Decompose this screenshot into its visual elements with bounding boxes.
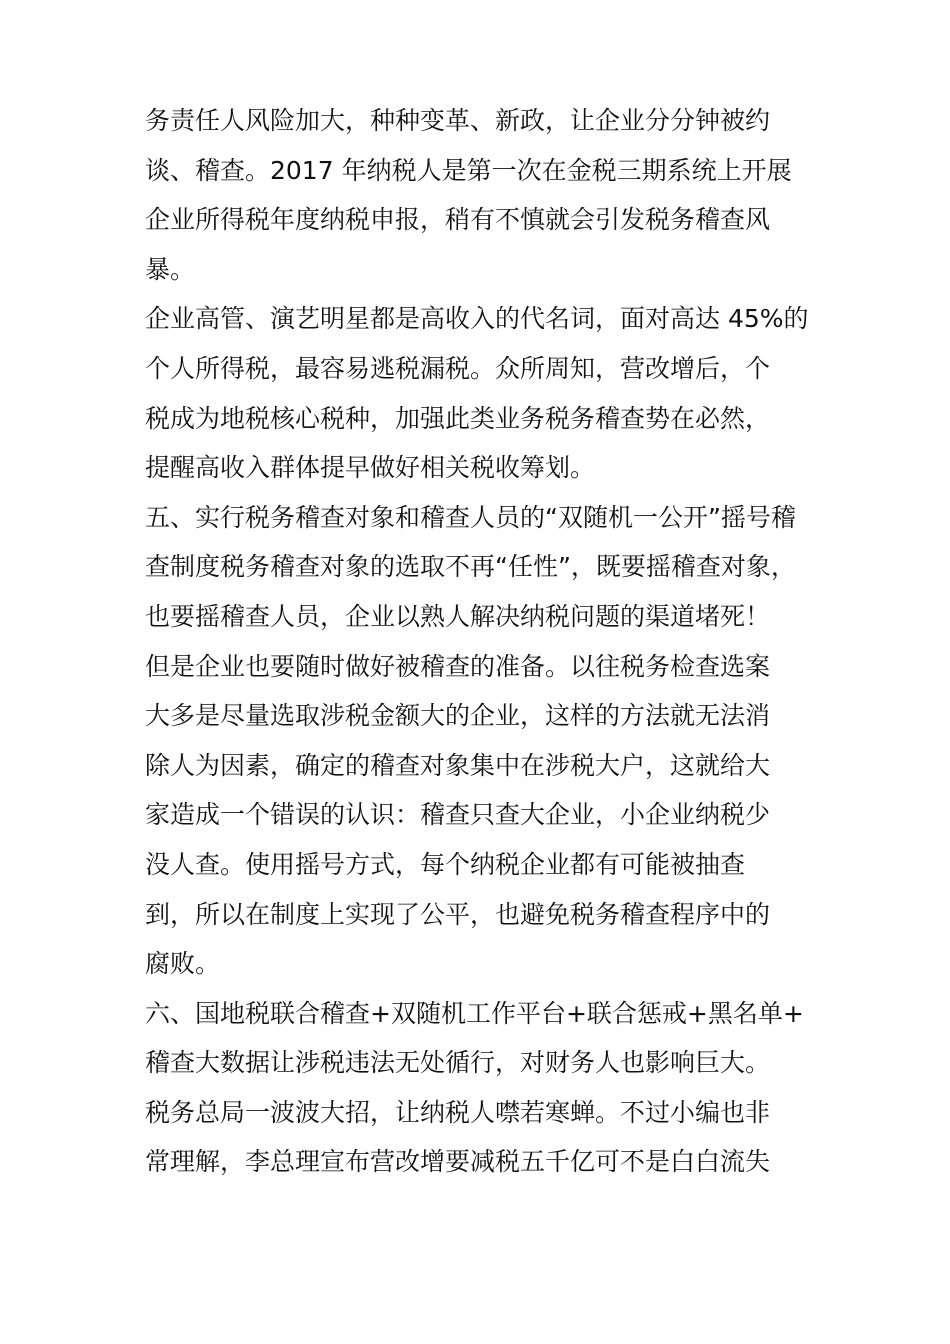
- text-line: 六、国地税联合稽查+双随机工作平台+联合惩戒+黑名单+: [145, 998, 804, 1028]
- text-line: 个人所得税，最容易逃税漏税。众所周知，营改增后，个: [145, 353, 771, 383]
- text-line: 常理解，李总理宣布营改增要减税五千亿可不是白白流失: [145, 1147, 771, 1177]
- text-line: 大多是尽量选取涉税金额大的企业，这样的方法就无法消: [145, 701, 771, 731]
- text-line: 家造成一个错误的认识：稽查只查大企业，小企业纳税少: [145, 800, 771, 830]
- text-line: 没人查。使用摇号方式，每个纳税企业都有可能被抽查: [145, 849, 746, 879]
- text-line: 稽查大数据让涉税违法无处循行，对财务人也影响巨大。: [145, 1048, 771, 1078]
- text-line: 谈、稽查。2017 年纳税人是第一次在金税三期系统上开展: [145, 155, 792, 185]
- text-line: 务责任人风险加大，种种变革、新政，让企业分分钟被约: [145, 106, 771, 135]
- text-line: 税成为地税核心税种，加强此类业务税务稽查势在必然，: [145, 403, 771, 433]
- text-line: 提醒高收入群体提早做好相关税收筹划。: [145, 453, 596, 483]
- document-body: [145, 96, 845, 1187]
- text-line: 也要摇稽查人员，企业以熟人解决纳税问题的渠道堵死！: [145, 601, 771, 631]
- text-line: 企业高管、演艺明星都是高收入的代名词，面对高达 45%的: [145, 304, 809, 334]
- text-line: 到，所以在制度上实现了公平，也避免税务稽查程序中的: [145, 899, 771, 929]
- text-line: 企业所得税年度纳税申报，稍有不慎就会引发税务稽查风: [145, 205, 771, 235]
- text-line: 除人为因素，确定的稽查对象集中在涉税大户，这就给大: [145, 750, 771, 780]
- text-line: 暴。: [145, 254, 196, 284]
- text-line: 但是企业也要随时做好被稽查的准备。以往税务检查选案: [145, 651, 771, 681]
- text-line: 查制度税务稽查对象的选取不再“任性”，既要摇稽查对象，: [145, 552, 796, 582]
- text-line: 税务总局一波波大招，让纳税人噤若寒蝉。不过小编也非: [145, 1097, 771, 1127]
- text-line: 五、实行税务稽查对象和稽查人员的“双随机一公开”摇号稽: [145, 502, 796, 532]
- text-line: 腐败。: [145, 949, 221, 979]
